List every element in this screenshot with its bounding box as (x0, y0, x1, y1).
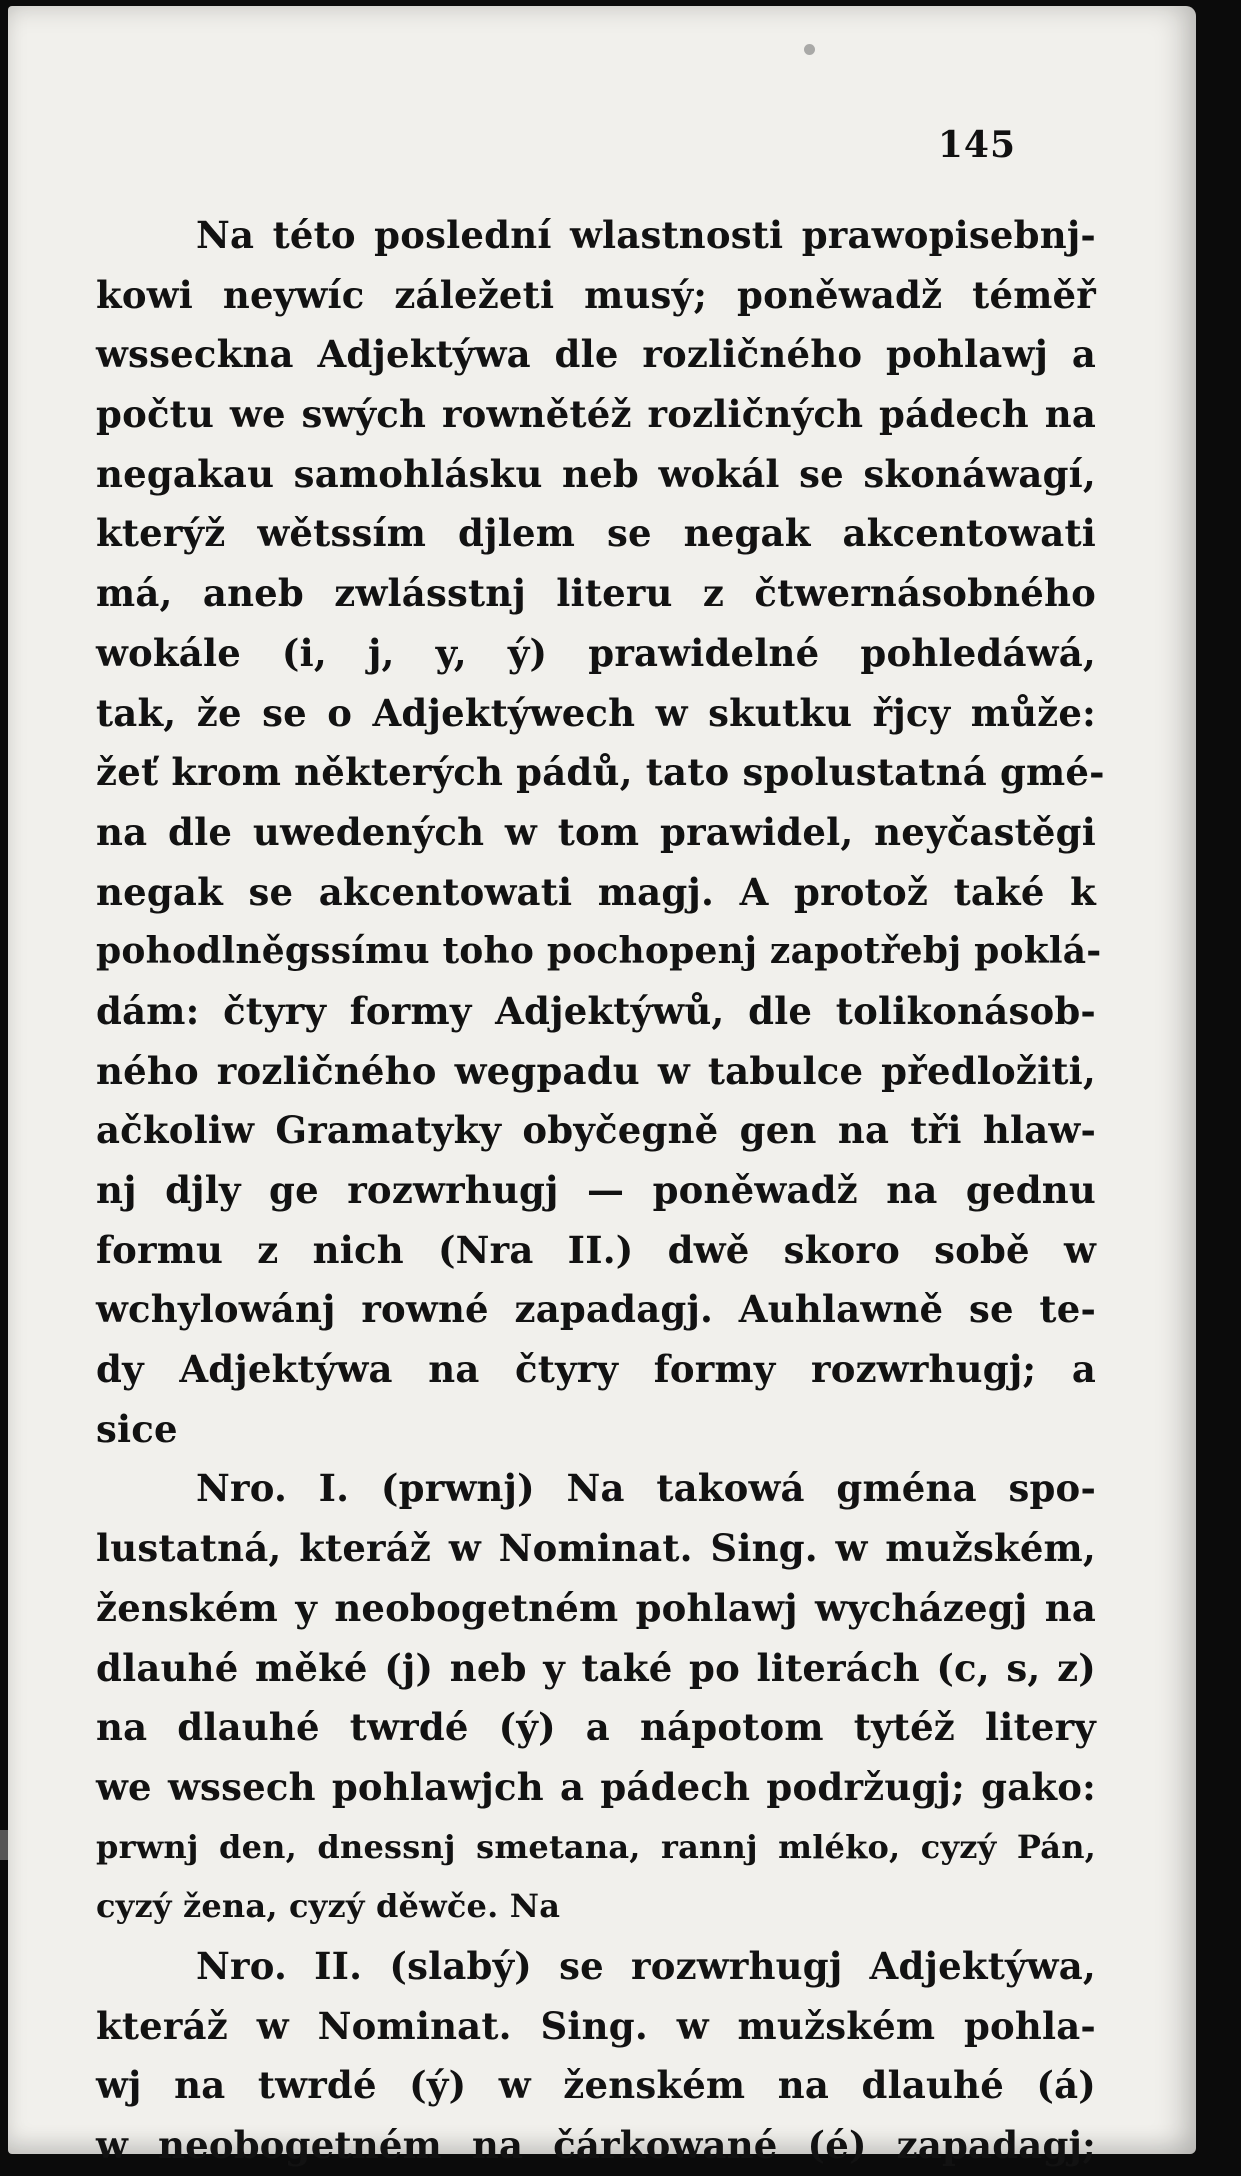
text-line: prwnj den, dnessnj smetana, rannj mléko, cyzý Pán, (96, 1827, 1096, 1866)
text-line: negakau samohlásku neb wokál se skonáwagí, (96, 451, 1096, 496)
text-line: Nro. II. (slabý) se rozwrhugj Adjektýwa, (196, 1943, 1096, 1988)
text-line: wsseckna Adjektýwa dle rozličného pohlawj a (96, 332, 1096, 377)
text-line: kteráž w Nominat. Sing. w mužském pohla- (96, 2003, 1096, 2048)
text-line: wj na twrdé (ý) w ženském na dlauhé (á) (96, 2063, 1096, 2108)
text-line: pohodlněgssímu toho pochopenj zapotřebj poklá- (96, 930, 1102, 973)
ink-spot (804, 44, 815, 55)
text-line: cyzý žena, cyzý děwče. Na (96, 1887, 561, 1926)
text-line: kterýž wětssím djlem se negak akcentowati (96, 511, 1096, 556)
text-line: kowi neywíc záležeti musý; poněwadž téměř (96, 272, 1096, 317)
text-line: dlauhé měké (j) neb y také po literách (c, s, z) (96, 1645, 1096, 1690)
text-line: Na této poslední wlastnosti prawopisebnj- (196, 213, 1096, 257)
text-line: w neobogetném na čárkowané (é) zapadagj; (96, 2123, 1096, 2167)
text-line: Nro. I. (prwnj) Na takowá gména spo- (196, 1466, 1096, 1511)
page-number: 145 (937, 124, 1016, 166)
text-line: ného rozličného wegpadu w tabulce předložiti, (96, 1048, 1096, 1093)
text-line: wokále (i, j, y, ý) prawidelné pohledáwá, (96, 630, 1096, 675)
text-line: na dle uwedených w tom prawidel, neyčastěgi (96, 809, 1096, 854)
book-page (8, 6, 1196, 2167)
text-line: tak, že se o Adjektýwech w skutku řjcy může: (96, 690, 1096, 735)
text-line: počtu we swých rownětéž rozličných pádech na (96, 392, 1096, 437)
text-line: dy Adjektýwa na čtyry formy rozwrhugj; a (96, 1347, 1096, 1392)
text-line: dám: čtyry formy Adjektýwů, dle tolikonásob- (96, 988, 1096, 1033)
text-line: ačkoliw Gramatyky obyčegně gen na tři hlaw- (96, 1108, 1096, 1153)
text-line: formu z nich (Nra II.) dwě skoro sobě w (96, 1227, 1096, 1272)
text-line: má, aneb zwlásstnj literu z čtwernásobného (96, 571, 1096, 616)
text-line: na dlauhé twrdé (ý) a nápotom tytéž litery (96, 1705, 1096, 1750)
text-line: žeť krom některých pádů, tato spolustatná gmé- (96, 750, 1105, 795)
text-line: negak se akcentowati magj. A protož také k (96, 869, 1096, 914)
text-line: nj djly ge rozwrhugj — poněwadž na gednu (96, 1168, 1096, 1212)
body-text (96, 206, 1105, 2176)
text-line: lustatná, kteráž w Nominat. Sing. w mužském, (96, 1526, 1096, 1571)
text-line: sice (96, 1406, 178, 1451)
text-line: ženském y neobogetném pohlawj wycházegj na (96, 1585, 1096, 1630)
scan-edge-mark (0, 1830, 8, 1860)
text-line: we wssech pohlawjch a pádech podržugj; gako: (96, 1764, 1096, 1809)
text-line: wchylowánj rowné zapadagj. Auhlawně se te- (96, 1287, 1096, 1332)
